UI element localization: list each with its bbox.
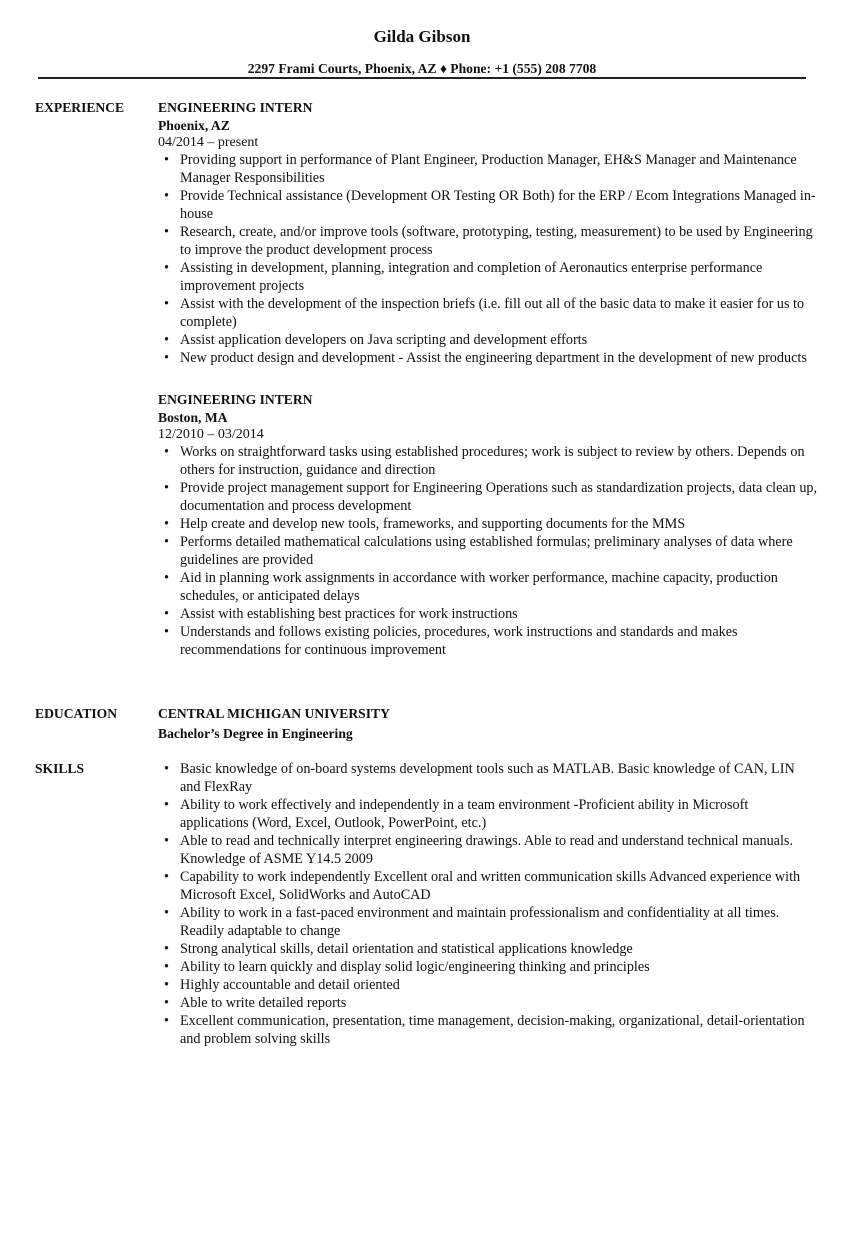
job-dates: 12/2010 – 03/2014	[158, 427, 264, 442]
section-title-education: EDUCATION	[35, 706, 118, 721]
skills-list-wrap	[158, 760, 818, 1048]
job-bullet: • Provide Technical assistance (Development OR Testing OR Both) for the ERP / Ecom Integrations Managed in-house	[158, 187, 818, 223]
job-bullet: • Assisting in development, planning, integration and completion of Aeronautics enterprise performance improvement projects	[158, 259, 818, 295]
job-title: ENGINEERING INTERN	[158, 100, 313, 115]
job-bullets	[158, 443, 818, 659]
skill-item: • Highly accountable and detail oriented	[158, 976, 818, 994]
experience-list	[158, 99, 818, 659]
job-bullet: • Help create and develop new tools, frameworks, and supporting documents for the MMS	[158, 515, 818, 533]
job-bullet: • New product design and development - Assist the engineering department in the development of new products	[158, 349, 818, 367]
skill-item: • Able to read and technically interpret engineering drawings. Able to read and understand technical manuals. Knowledge of ASME Y14.5 2009	[158, 832, 818, 868]
skill-item: • Ability to work effectively and independently in a team environment -Proficient ability in Microsoft applications (Word, Excel, Outlook, PowerPoint, etc.)	[158, 796, 818, 832]
job-location: Boston, MA	[158, 410, 228, 425]
skill-item: • Basic knowledge of on-board systems development tools such as MATLAB. Basic knowledge of CAN, LIN and FlexRay	[158, 760, 818, 796]
section-title-skills: SKILLS	[35, 761, 85, 776]
job-bullet: • Assist application developers on Java scripting and development efforts	[158, 331, 818, 349]
school-name: CENTRAL MICHIGAN UNIVERSITY	[158, 706, 390, 721]
job-bullet: • Assist with the development of the inspection briefs (i.e. fill out all of the basic data to make it easier for us to complete)	[158, 295, 818, 331]
header-divider	[38, 77, 806, 79]
skill-item: • Ability to work in a fast-paced environment and maintain professionalism and confidentiality at all times. Readily adaptable to change	[158, 904, 818, 940]
job-location: Phoenix, AZ	[158, 118, 230, 133]
job-bullet: • Provide project management support for Engineering Operations such as standardization projects, data clean up, documentation and process development	[158, 479, 818, 515]
resume-header	[38, 26, 806, 78]
job-bullet: • Aid in planning work assignments in accordance with worker performance, machine capacity, production schedules, or anticipated delays	[158, 569, 818, 605]
job-bullets	[158, 151, 818, 367]
skill-item: • Capability to work independently Excellent oral and written communication skills Advanced experience with Microsoft Excel, SolidWorks and AutoCAD	[158, 868, 818, 904]
education-entry	[158, 705, 818, 743]
job-bullet: • Providing support in performance of Plant Engineer, Production Manager, EH&S Manager and Maintenance Manager Responsibilities	[158, 151, 818, 187]
job-bullet: • Works on straightforward tasks using established procedures; work is subject to review by others. Depends on others for instruction, guidance and direction	[158, 443, 818, 479]
skill-item: • Excellent communication, presentation, time management, decision-making, organizational, detail-orientation and problem solving skills	[158, 1012, 818, 1048]
section-title-experience: EXPERIENCE	[35, 100, 125, 115]
job-bullet: • Performs detailed mathematical calculations using established formulas; preliminary analyses of data where guidelines are provided	[158, 533, 818, 569]
job-entry	[158, 99, 818, 367]
job-dates: 04/2014 – present	[158, 135, 259, 150]
candidate-name: Gilda Gibson	[373, 27, 471, 46]
job-bullet: • Understands and follows existing policies, procedures, work instructions and standards and makes recommendations for continuous improvement	[158, 623, 818, 659]
skill-item: • Able to write detailed reports	[158, 994, 818, 1012]
job-bullet: • Assist with establishing best practices for work instructions	[158, 605, 818, 623]
skill-item: • Ability to learn quickly and display solid logic/engineering thinking and principles	[158, 958, 818, 976]
job-bullet: • Research, create, and/or improve tools (software, prototyping, testing, measurement) to be used by Engineering to improve the product development process	[158, 223, 818, 259]
skill-item: • Strong analytical skills, detail orientation and statistical applications knowledge	[158, 940, 818, 958]
job-title: ENGINEERING INTERN	[158, 392, 313, 407]
degree: Bachelor’s Degree in Engineering	[158, 726, 353, 741]
contact-line: 2297 Frami Courts, Phoenix, AZ ♦ Phone: +1 (555) 208 7708	[247, 61, 597, 76]
job-entry	[158, 391, 818, 659]
skills-list	[158, 760, 818, 1048]
